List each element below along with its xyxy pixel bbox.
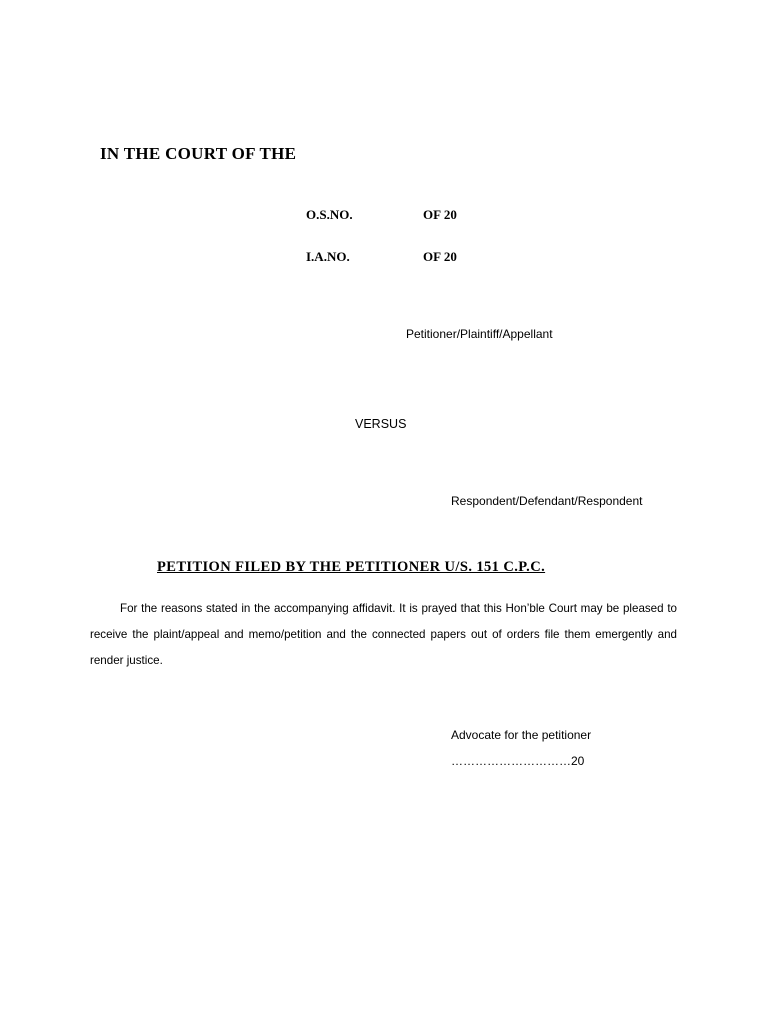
court-heading: IN THE COURT OF THE	[100, 144, 297, 163]
advocate-signature-label: Advocate for the petitioner	[451, 728, 592, 742]
ia-number-year: OF 20	[423, 249, 457, 264]
petition-body: For the reasons stated in the accompanying affidavit. It is prayed that this Hon’ble Court may be pleased to receive the plaint/appeal and memo/petition and the connected papers out of orders file them emergently and render justice.	[90, 602, 677, 667]
ia-number-label: I.A.NO.	[306, 249, 350, 264]
petitioner-role: Petitioner/Plaintiff/Appellant	[406, 327, 553, 341]
os-number-year: OF 20	[423, 207, 457, 222]
date-line: …………………………20	[451, 754, 585, 768]
petition-title: PETITION FILED BY THE PETITIONER U/S. 151 C.P.C.	[157, 559, 546, 575]
respondent-role: Respondent/Defendant/Respondent	[451, 494, 643, 508]
os-number-label: O.S.NO.	[306, 207, 353, 222]
versus-label: VERSUS	[355, 417, 407, 431]
